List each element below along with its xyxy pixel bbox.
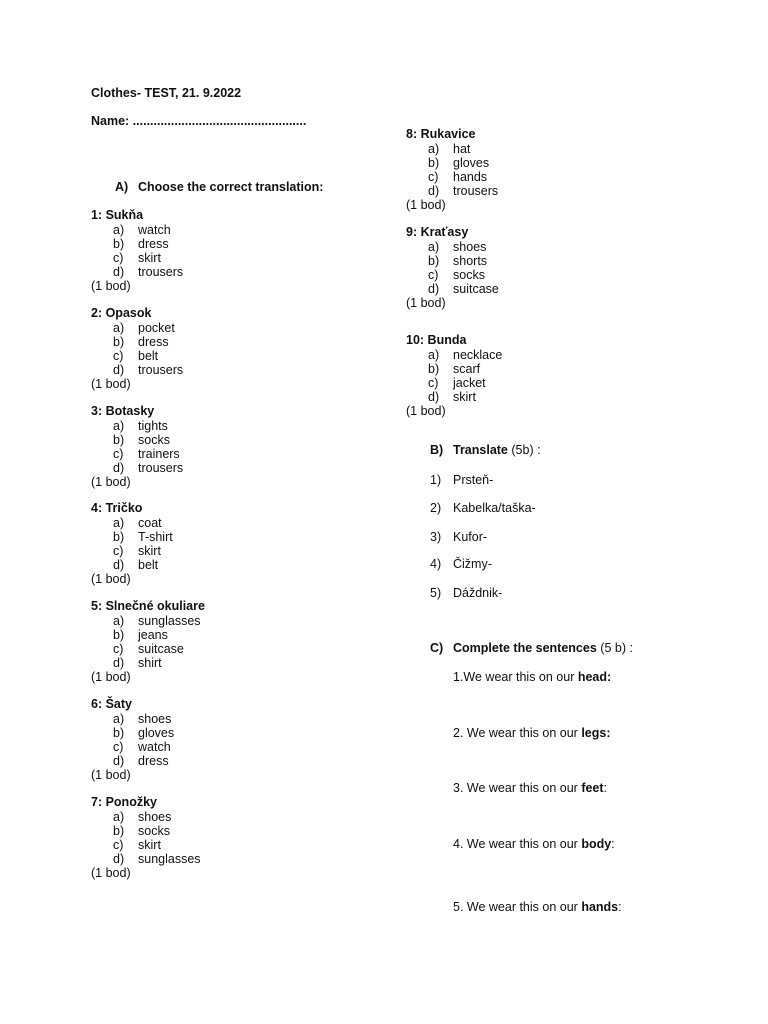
test-title: Clothes- TEST, 21. 9.2022 xyxy=(91,86,242,100)
option-letter: b) xyxy=(113,824,125,838)
translate-word: Dáždnik- xyxy=(453,586,503,600)
answer-option[interactable] xyxy=(406,184,706,198)
translate-word: Prsteň- xyxy=(453,473,494,487)
section-a-title: Choose the correct translation: xyxy=(138,180,324,194)
option-text: scarf xyxy=(453,362,481,376)
option-letter: b) xyxy=(113,237,125,251)
sentence-keyword: hands xyxy=(581,900,619,914)
answer-option[interactable] xyxy=(91,530,391,544)
section-b-heading xyxy=(453,443,541,457)
sentence-prefix: 2. We wear this on our xyxy=(453,726,582,740)
sentence-prefix: 1.We wear this on our xyxy=(453,670,578,684)
option-letter: b) xyxy=(113,628,125,642)
option-text: skirt xyxy=(138,544,161,558)
option-text: socks xyxy=(138,824,170,838)
option-letter: d) xyxy=(113,558,125,572)
translate-number: 1) xyxy=(430,473,442,487)
answer-option[interactable] xyxy=(406,348,706,362)
option-letter: c) xyxy=(113,349,124,363)
option-letter: a) xyxy=(113,419,125,433)
answer-option[interactable] xyxy=(91,726,391,740)
translate-word: Kabelka/taška- xyxy=(453,501,536,515)
question-1 xyxy=(91,208,391,293)
question-title: 3: Botasky xyxy=(91,404,155,418)
answer-option[interactable] xyxy=(406,362,706,376)
sentence-suffix: : xyxy=(611,837,615,851)
answer-option[interactable] xyxy=(91,363,391,377)
option-letter: c) xyxy=(428,170,439,184)
option-letter: d) xyxy=(113,754,125,768)
option-text: trousers xyxy=(138,363,184,377)
question-8 xyxy=(406,127,706,212)
answer-option[interactable] xyxy=(91,754,391,768)
option-text: suitcase xyxy=(453,282,499,296)
option-text: skirt xyxy=(453,390,476,404)
translate-word: Kufor- xyxy=(453,530,488,544)
answer-option[interactable] xyxy=(91,558,391,572)
question-3 xyxy=(91,404,391,489)
question-points: (1 bod) xyxy=(91,768,131,782)
answer-option[interactable] xyxy=(406,240,706,254)
answer-option[interactable] xyxy=(406,390,706,404)
answer-option[interactable] xyxy=(406,376,706,390)
translate-number: 5) xyxy=(430,586,442,600)
option-letter: d) xyxy=(113,461,125,475)
answer-option[interactable] xyxy=(406,268,706,282)
option-letter: c) xyxy=(113,838,124,852)
answer-option[interactable] xyxy=(91,237,391,251)
option-letter: c) xyxy=(113,544,124,558)
option-text: gloves xyxy=(138,726,175,740)
answer-option[interactable] xyxy=(91,433,391,447)
answer-option[interactable] xyxy=(406,282,706,296)
answer-option[interactable] xyxy=(91,544,391,558)
answer-option[interactable] xyxy=(91,852,391,866)
option-text: socks xyxy=(453,268,485,282)
answer-option[interactable] xyxy=(91,265,391,279)
answer-option[interactable] xyxy=(91,447,391,461)
translate-word: Čižmy- xyxy=(453,557,492,571)
sentence-suffix: : xyxy=(618,900,622,914)
option-text: coat xyxy=(138,516,162,530)
question-points: (1 bod) xyxy=(406,198,446,212)
sentence-1[interactable] xyxy=(453,670,611,684)
option-letter: a) xyxy=(113,712,125,726)
option-letter: b) xyxy=(428,156,440,170)
answer-option[interactable] xyxy=(91,321,391,335)
question-title: 1: Sukňa xyxy=(91,208,144,222)
answer-option[interactable] xyxy=(91,712,391,726)
sentence-keyword: head: xyxy=(577,670,612,684)
option-text: suitcase xyxy=(138,642,184,656)
answer-option[interactable] xyxy=(406,170,706,184)
option-letter: a) xyxy=(113,516,125,530)
option-text: trousers xyxy=(138,265,184,279)
option-letter: a) xyxy=(428,240,440,254)
section-a-letter: A) xyxy=(115,180,129,194)
question-points: (1 bod) xyxy=(91,572,131,586)
option-letter: d) xyxy=(428,184,440,198)
sentence-prefix: 4. We wear this on our xyxy=(453,837,582,851)
question-7 xyxy=(91,795,391,880)
option-text: watch xyxy=(138,740,171,754)
option-text: watch xyxy=(138,223,171,237)
option-text: trousers xyxy=(138,461,184,475)
question-title: 5: Slnečné okuliare xyxy=(91,599,205,613)
question-title: 6: Šaty xyxy=(91,697,132,711)
question-10 xyxy=(406,333,706,418)
answer-option[interactable] xyxy=(91,335,391,349)
question-title: 8: Rukavice xyxy=(406,127,476,141)
sentence-5[interactable] xyxy=(453,900,622,914)
question-2 xyxy=(91,306,391,391)
answer-option[interactable] xyxy=(406,254,706,268)
question-points: (1 bod) xyxy=(91,670,131,684)
question-6 xyxy=(91,697,391,782)
answer-option[interactable] xyxy=(91,810,391,824)
option-letter: d) xyxy=(113,852,125,866)
question-title: 9: Kraťasy xyxy=(406,225,469,239)
option-text: belt xyxy=(138,349,159,363)
question-points: (1 bod) xyxy=(406,404,446,418)
section-b-title: Translate xyxy=(453,443,508,457)
option-text: hands xyxy=(453,170,488,184)
answer-option[interactable] xyxy=(91,824,391,838)
answer-option[interactable] xyxy=(91,628,391,642)
sentence-keyword: body xyxy=(581,837,612,851)
option-text: shorts xyxy=(453,254,488,268)
sentence-4[interactable] xyxy=(453,837,615,851)
option-letter: a) xyxy=(428,142,440,156)
sentence-keyword: legs: xyxy=(581,726,611,740)
answer-option[interactable] xyxy=(406,142,706,156)
sentence-prefix: 5. We wear this on our xyxy=(453,900,582,914)
answer-option[interactable] xyxy=(91,223,391,237)
name-field-label[interactable]: Name: .................................................. xyxy=(91,114,307,128)
sentence-2[interactable] xyxy=(453,726,611,740)
option-letter: a) xyxy=(113,810,125,824)
option-text: skirt xyxy=(138,251,161,265)
option-letter: c) xyxy=(113,740,124,754)
question-points: (1 bod) xyxy=(91,475,131,489)
answer-option[interactable] xyxy=(91,656,391,670)
option-letter: c) xyxy=(428,376,439,390)
answer-option[interactable] xyxy=(91,740,391,754)
option-text: socks xyxy=(138,433,170,447)
option-letter: c) xyxy=(113,642,124,656)
answer-option[interactable] xyxy=(91,461,391,475)
question-points: (1 bod) xyxy=(91,279,131,293)
question-4 xyxy=(91,501,391,586)
answer-option[interactable] xyxy=(91,838,391,852)
option-letter: b) xyxy=(428,362,440,376)
option-letter: c) xyxy=(113,251,124,265)
section-c-points: (5 b) : xyxy=(600,641,633,655)
section-b-points: (5b) : xyxy=(511,443,541,457)
option-text: shoes xyxy=(138,810,172,824)
option-letter: b) xyxy=(113,726,125,740)
section-b-letter: B) xyxy=(430,443,444,457)
question-5 xyxy=(91,599,391,684)
option-text: skirt xyxy=(138,838,161,852)
answer-option[interactable] xyxy=(91,614,391,628)
option-text: dress xyxy=(138,237,169,251)
option-text: sunglasses xyxy=(138,852,201,866)
question-title: 7: Ponožky xyxy=(91,795,157,809)
option-text: shirt xyxy=(138,656,162,670)
translate-number: 3) xyxy=(430,530,442,544)
option-text: jeans xyxy=(138,628,168,642)
question-title: 2: Opasok xyxy=(91,306,152,320)
answer-option[interactable] xyxy=(91,419,391,433)
option-letter: d) xyxy=(113,363,125,377)
section-c-heading xyxy=(453,641,633,655)
option-text: T-shirt xyxy=(138,530,173,544)
translate-number: 2) xyxy=(430,501,442,515)
question-title: 4: Tričko xyxy=(91,501,143,515)
option-letter: c) xyxy=(113,447,124,461)
option-text: sunglasses xyxy=(138,614,201,628)
option-letter: c) xyxy=(428,268,439,282)
option-text: gloves xyxy=(453,156,490,170)
option-letter: d) xyxy=(113,265,125,279)
option-text: hat xyxy=(453,142,471,156)
question-points: (1 bod) xyxy=(91,377,131,391)
option-text: necklace xyxy=(453,348,503,362)
question-points: (1 bod) xyxy=(406,296,446,310)
sentence-keyword: feet xyxy=(581,781,604,795)
section-c-title: Complete the sentences xyxy=(453,641,597,655)
option-letter: b) xyxy=(113,433,125,447)
option-text: tights xyxy=(138,419,168,433)
answer-option[interactable] xyxy=(91,642,391,656)
option-text: trainers xyxy=(138,447,180,461)
option-letter: d) xyxy=(428,282,440,296)
question-9 xyxy=(406,225,706,310)
question-title: 10: Bunda xyxy=(406,333,467,347)
option-letter: a) xyxy=(113,223,125,237)
option-text: pocket xyxy=(138,321,175,335)
option-letter: a) xyxy=(113,321,125,335)
option-letter: b) xyxy=(113,335,125,349)
answer-option[interactable] xyxy=(91,251,391,265)
section-c-letter: C) xyxy=(430,641,444,655)
answer-option[interactable] xyxy=(91,516,391,530)
option-text: dress xyxy=(138,754,169,768)
option-text: shoes xyxy=(453,240,487,254)
answer-option[interactable] xyxy=(406,156,706,170)
answer-option[interactable] xyxy=(91,349,391,363)
translate-number: 4) xyxy=(430,557,442,571)
sentence-3[interactable] xyxy=(453,781,607,795)
option-letter: d) xyxy=(113,656,125,670)
option-text: jacket xyxy=(453,376,486,390)
sentence-prefix: 3. We wear this on our xyxy=(453,781,582,795)
option-letter: b) xyxy=(428,254,440,268)
option-letter: a) xyxy=(113,614,125,628)
option-letter: b) xyxy=(113,530,125,544)
option-letter: a) xyxy=(428,348,440,362)
option-letter: d) xyxy=(428,390,440,404)
question-points: (1 bod) xyxy=(91,866,131,880)
option-text: dress xyxy=(138,335,169,349)
option-text: trousers xyxy=(453,184,499,198)
option-text: belt xyxy=(138,558,159,572)
sentence-suffix: : xyxy=(603,781,608,795)
option-text: shoes xyxy=(138,712,172,726)
